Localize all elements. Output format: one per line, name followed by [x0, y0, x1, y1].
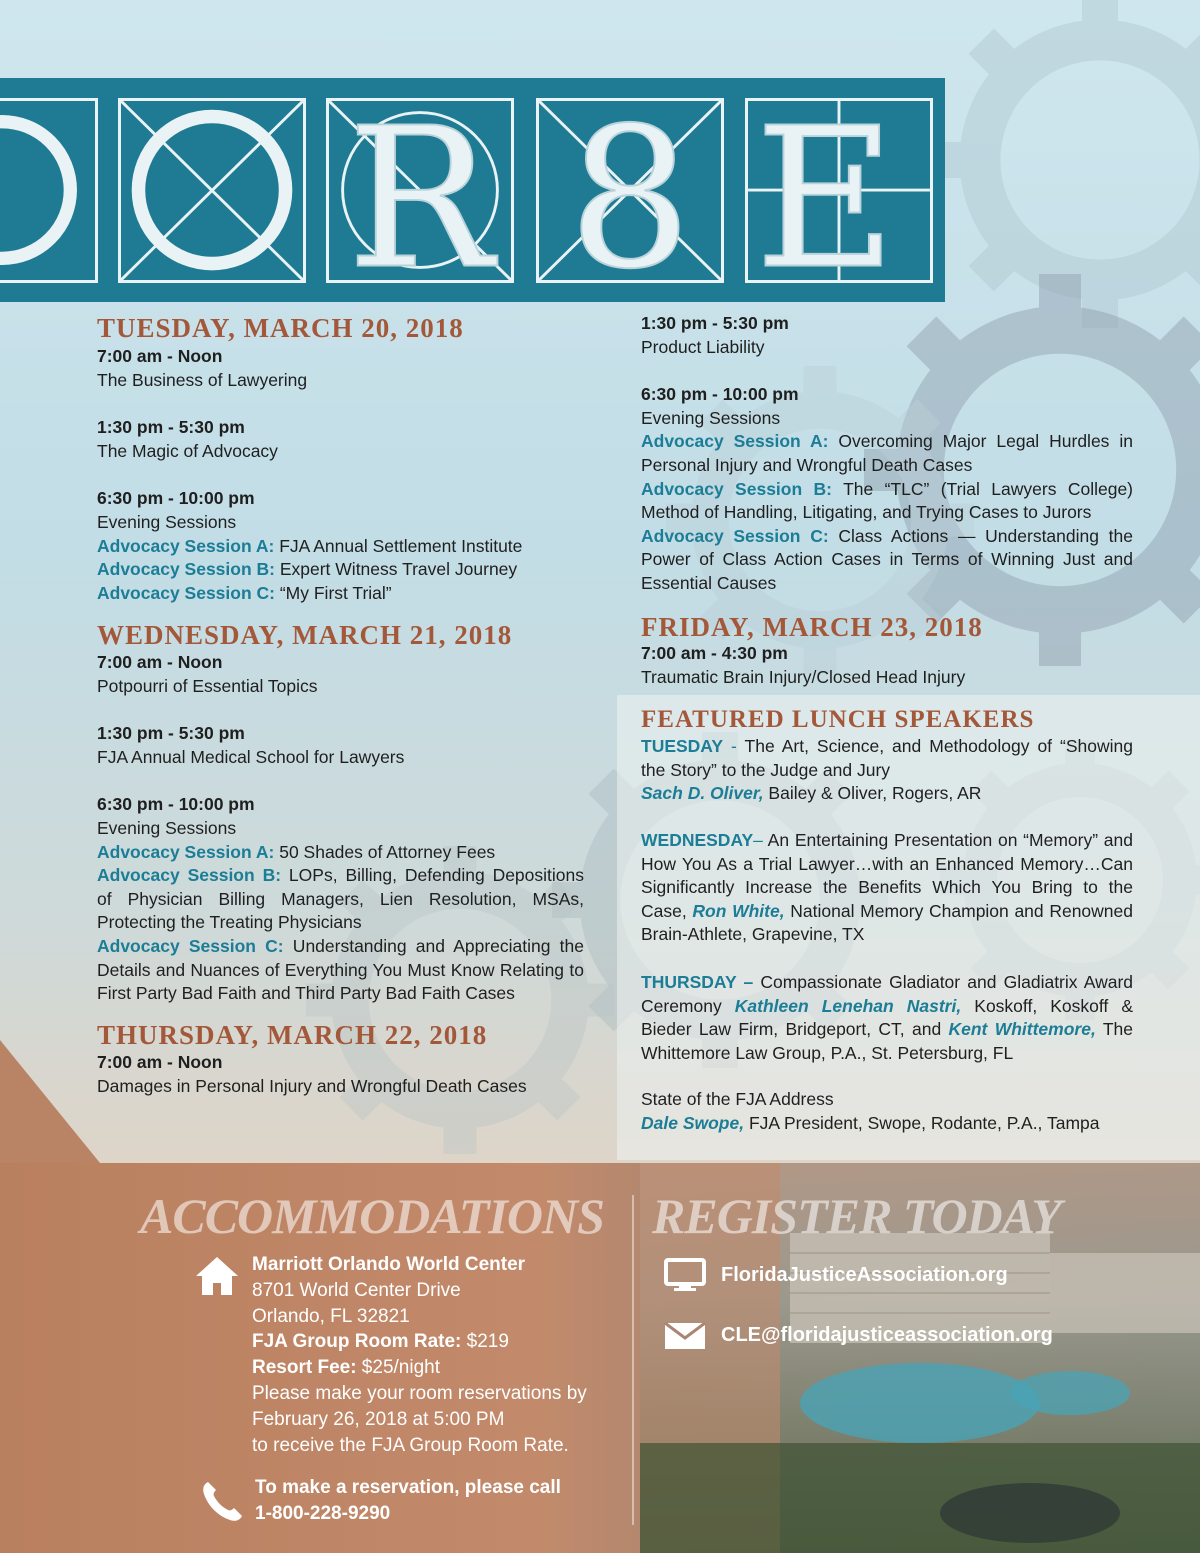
- home-icon: [194, 1255, 240, 1297]
- banner-letter-box: [745, 98, 933, 283]
- advocacy-session: [641, 525, 1133, 596]
- session-label: Advocacy Session B:: [97, 559, 275, 580]
- featured-tuesday: [641, 735, 1133, 806]
- register-title: REGISTER TODAY: [652, 1188, 1061, 1244]
- session-text: Expert Witness Travel Journey: [274, 559, 518, 580]
- speaker-topic: The Art, Science, and Methodology of “Showing the Story” to the Judge and Jury: [641, 736, 1133, 780]
- time-slot: 6:30 pm - 10:00 pm: [97, 794, 255, 815]
- dash: -: [723, 736, 745, 756]
- session-label: Advocacy Session A:: [97, 535, 275, 556]
- speaker-name: Dale Swope,: [641, 1112, 745, 1133]
- room-rate-label: FJA Group Room Rate:: [252, 1331, 462, 1353]
- session-title: Traumatic Brain Injury/Closed Head Injury: [641, 666, 966, 687]
- hotel-city: Orlando, FL 32821: [252, 1305, 410, 1327]
- session-title: Product Liability: [641, 336, 765, 357]
- banner-letter: R: [347, 101, 493, 280]
- email-link[interactable]: CLE@floridajusticeassociation.org: [721, 1324, 1053, 1346]
- session-label: Advocacy Session A:: [641, 431, 829, 452]
- reservation-note: February 26, 2018 at 5:00 PM: [252, 1408, 505, 1430]
- time-slot: 1:30 pm - 5:30 pm: [97, 417, 245, 438]
- session-title: Evening Sessions: [97, 817, 237, 838]
- reservation-note: to receive the FJA Group Room Rate.: [252, 1434, 569, 1456]
- speaker-day: THURSDAY: [641, 972, 737, 992]
- time-slot: 6:30 pm - 10:00 pm: [97, 488, 255, 509]
- speaker-name: Kent Whittemore,: [948, 1019, 1096, 1039]
- session-label: Advocacy Session C:: [97, 935, 284, 956]
- session-label: Advocacy Session B:: [641, 478, 833, 499]
- title-banner: [0, 78, 945, 302]
- tuesday-heading: TUESDAY, MARCH 20, 2018: [97, 313, 464, 343]
- time-slot: 7:00 am - Noon: [97, 652, 223, 672]
- friday-schedule: [641, 642, 1133, 689]
- banner-letter-box: [536, 98, 724, 283]
- speaker-affiliation: Bailey & Oliver, Rogers, AR: [763, 783, 982, 803]
- advocacy-session: [97, 935, 584, 1006]
- banner-letter: E: [754, 101, 897, 280]
- advocacy-session: [97, 558, 597, 582]
- advocacy-session: [97, 535, 597, 559]
- speaker-day: WEDNESDAY: [641, 830, 754, 850]
- session-label: Advocacy Session C:: [97, 582, 275, 603]
- session-title: The Magic of Advocacy: [97, 440, 278, 461]
- call-prompt: To make a reservation, please call: [255, 1477, 561, 1498]
- time-slot: 7:00 am - 4:30 pm: [641, 643, 788, 663]
- session-title: Evening Sessions: [641, 407, 781, 428]
- speaker-name: Sach D. Oliver,: [641, 783, 764, 803]
- session-text: Class Actions — Understanding the Power of Class Action Cases in Terms of Winning Just and Essential Causes: [641, 525, 1134, 593]
- speaker-affiliation: FJA President, Swope, Rodante, P.A., Tampa: [744, 1112, 1100, 1133]
- wednesday-heading: WEDNESDAY, MARCH 21, 2018: [97, 620, 513, 650]
- speaker-day: TUESDAY: [641, 736, 724, 756]
- speaker-name: Ron White,: [692, 900, 785, 921]
- session-text: “My First Trial”: [274, 582, 392, 603]
- advocacy-session: [97, 864, 584, 935]
- hotel-street: 8701 World Center Drive: [252, 1279, 461, 1301]
- session-label: Advocacy Session B:: [97, 865, 282, 886]
- thursday-heading: THURSDAY, MARCH 22, 2018: [97, 1020, 488, 1050]
- time-slot: 7:00 am - Noon: [97, 346, 223, 366]
- time-slot: 7:00 am - Noon: [97, 1052, 223, 1072]
- session-text: 50 Shades of Attorney Fees: [274, 841, 496, 862]
- session-text: FJA Annual Settlement Institute: [274, 535, 523, 556]
- session-title: The Business of Lawyering: [97, 369, 308, 390]
- session-title: Potpourri of Essential Topics: [97, 675, 318, 696]
- dash: –: [736, 972, 761, 992]
- accommodations-title: ACCOMMODATIONS: [140, 1188, 604, 1244]
- advocacy-session: [97, 841, 584, 865]
- session-title: Damages in Personal Injury and Wrongful Death Cases: [97, 1075, 527, 1096]
- session-text: The “TLC” (Trial Lawyers College) Method of Handling, Litigating, and Trying Cases to Jurors: [641, 478, 1133, 523]
- address-title: State of the FJA Address: [641, 1089, 834, 1109]
- thursday-afternoon: [641, 312, 1133, 596]
- monitor-icon: [664, 1258, 706, 1292]
- mail-icon: [664, 1322, 706, 1350]
- session-text: Overcoming Major Legal Hurdles in Personal Injury and Wrongful Death Cases: [641, 431, 1133, 475]
- banner-letter-box: [0, 98, 98, 283]
- featured-heading: FEATURED LUNCH SPEAKERS: [641, 706, 1035, 733]
- session-label: Advocacy Session C:: [641, 525, 829, 546]
- speaker-affiliation: Koskoff, Koskoff & Bieder Law Firm, Bridgeport, CT, and: [641, 995, 1133, 1039]
- tuesday-schedule: [97, 345, 597, 605]
- resort-fee-label: Resort Fee:: [252, 1357, 357, 1379]
- banner-letter: 8: [568, 101, 692, 280]
- session-title: FJA Annual Medical School for Lawyers: [97, 746, 405, 767]
- banner-letter-box: [326, 98, 514, 283]
- phone-icon: [198, 1478, 246, 1526]
- thursday-morning: [97, 1051, 597, 1098]
- session-label: Advocacy Session A:: [97, 841, 275, 862]
- reservation-note: Please make your room reservations by: [252, 1382, 587, 1404]
- hotel-name: Marriott Orlando World Center: [252, 1254, 526, 1275]
- featured-thursday: [641, 971, 1133, 1065]
- phone-number[interactable]: 1-800-228-9290: [255, 1502, 391, 1524]
- time-slot: 6:30 pm - 10:00 pm: [641, 384, 799, 405]
- accommodations-details: [252, 1252, 622, 1458]
- speaker-topic: Compassionate Gladiator and Gladiatrix Award Ceremony: [641, 972, 1133, 1016]
- advocacy-session: [97, 582, 597, 606]
- speaker-affiliation: The Whittemore Law Group, P.A., St. Petersburg, FL: [641, 1019, 1133, 1063]
- speaker-affiliation: National Memory Champion and Renowned Brain-Athlete, Grapevine, TX: [641, 900, 1133, 944]
- reservation-call: [255, 1475, 561, 1526]
- featured-address: [641, 1088, 1133, 1135]
- advocacy-session: [641, 430, 1133, 477]
- session-text: Understanding and Appreciating the Details and Nuances of Everything You Must Know Relating to First Party Bad Faith and Third Party Bad Faith Cases: [97, 935, 585, 1004]
- friday-heading: FRIDAY, MARCH 23, 2018: [641, 612, 983, 642]
- room-rate-value: $219: [461, 1331, 509, 1353]
- session-title: Evening Sessions: [97, 511, 237, 532]
- speaker-name: Kathleen Lenehan Nastri,: [734, 995, 962, 1016]
- time-slot: 1:30 pm - 5:30 pm: [641, 313, 789, 333]
- advocacy-session: [641, 478, 1133, 525]
- featured-wednesday: [641, 829, 1133, 947]
- website-link[interactable]: FloridaJusticeAssociation.org: [721, 1264, 1008, 1286]
- time-slot: 1:30 pm - 5:30 pm: [97, 723, 245, 744]
- resort-fee-value: $25/night: [356, 1357, 440, 1379]
- footer-divider: [632, 1195, 634, 1525]
- speaker-topic: An Entertaining Presentation on “Memory” and How You As a Trial Lawyer…with an Enhanced Memory…Can Significantly Increase the Benefits Which You Bring to the Case,: [641, 830, 1133, 921]
- session-text: LOPs, Billing, Defending Depositions of Physician Billing Managers, Lien Resolution, MSAs, Protecting the Treating Physicians: [97, 865, 585, 933]
- dash: –: [753, 830, 768, 850]
- wednesday-schedule: [97, 651, 584, 1006]
- banner-letter-box: [118, 98, 306, 283]
